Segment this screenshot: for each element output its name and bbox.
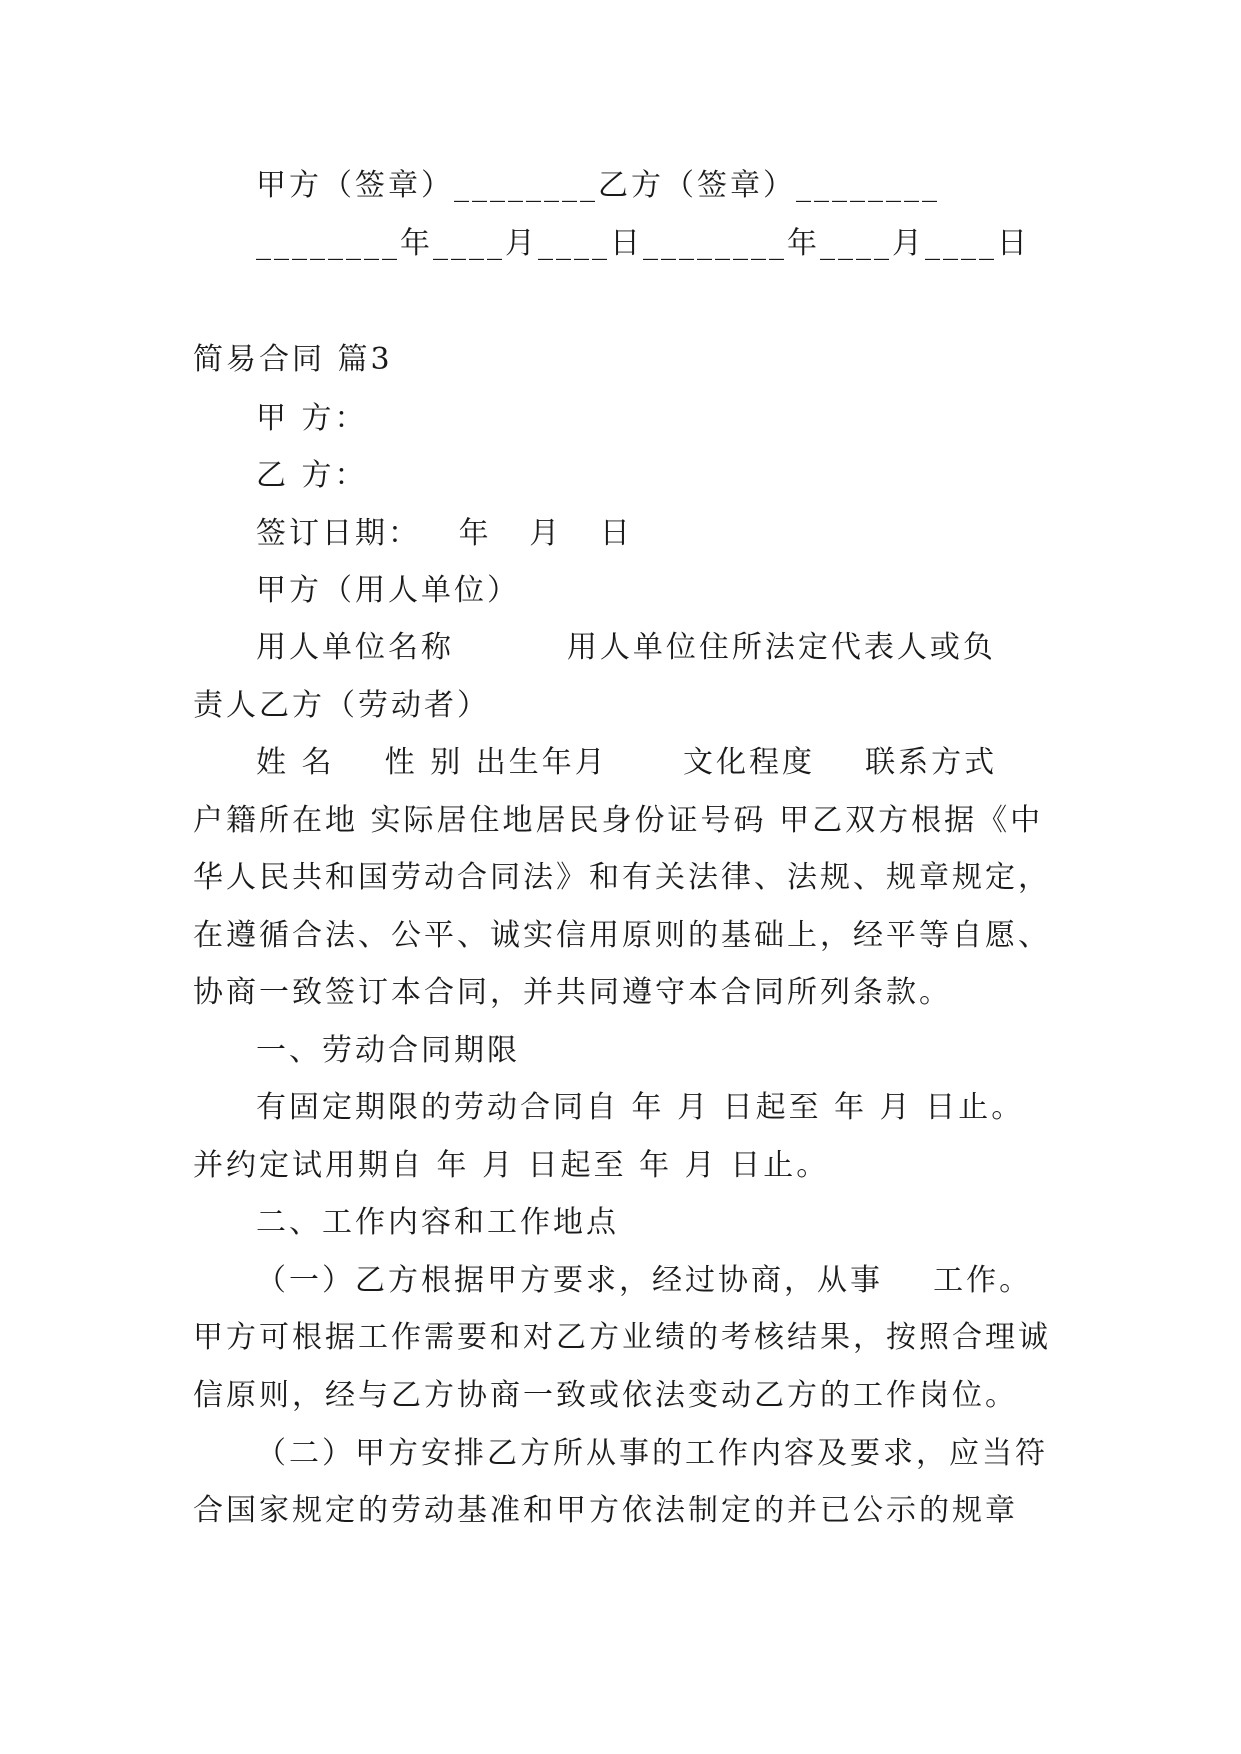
paragraph-line: 有固定期限的劳动合同自 年 月 日起至 年 月 日止。: [256, 1090, 1025, 1125]
paragraph-line: 甲方可根据工作需要和对乙方业绩的考核结果，按照合理诚: [193, 1320, 1051, 1355]
paragraph-line: 并约定试用期自 年 月 日起至 年 月 日止。: [193, 1148, 830, 1183]
employer-info-line: 用人单位名称 用人单位住所法定代表人或负: [256, 630, 996, 665]
section-title: 简易合同 篇3: [193, 342, 393, 377]
employer-heading: 甲方（用人单位）: [256, 573, 520, 608]
paragraph-line: 协商一致签订本合同，并共同遵守本合同所列条款。: [193, 975, 952, 1010]
party-b-line: 乙 方：: [256, 458, 368, 493]
paragraph-line: 信原则，经与乙方协商一致或依法变动乙方的工作岗位。: [193, 1378, 1018, 1413]
paragraph-line: 华人民共和国劳动合同法》和有关法律、法规、规章规定，: [193, 860, 1051, 895]
paragraph-line: 户籍所在地 实际居住地居民身份证号码 甲乙双方根据《中: [193, 803, 1044, 838]
employee-heading: 责人乙方（劳动者）: [193, 688, 490, 723]
party-a-line: 甲 方：: [256, 401, 368, 436]
signature-line: 甲方（签章）________乙方（签章）________: [256, 168, 940, 203]
date-line: ________年____月____日________年____月____日: [256, 226, 1030, 261]
clause-heading: 二、工作内容和工作地点: [256, 1205, 619, 1240]
paragraph-line: （二）甲方安排乙方所从事的工作内容及要求，应当符: [256, 1436, 1048, 1471]
paragraph-line: 在遵循合法、公平、诚实信用原则的基础上，经平等自愿、: [193, 918, 1051, 953]
paragraph-line: 合国家规定的劳动基准和甲方依法制定的并已公示的规章: [193, 1493, 1018, 1528]
employee-fields-line: 姓 名 性 别 出生年月 文化程度 联系方式: [256, 745, 998, 780]
clause-heading: 一、劳动合同期限: [256, 1033, 520, 1068]
signing-date-line: 签订日期： 年 月 日: [256, 516, 633, 551]
paragraph-line: （一）乙方根据甲方要求，经过协商，从事 工作。: [256, 1263, 1033, 1298]
